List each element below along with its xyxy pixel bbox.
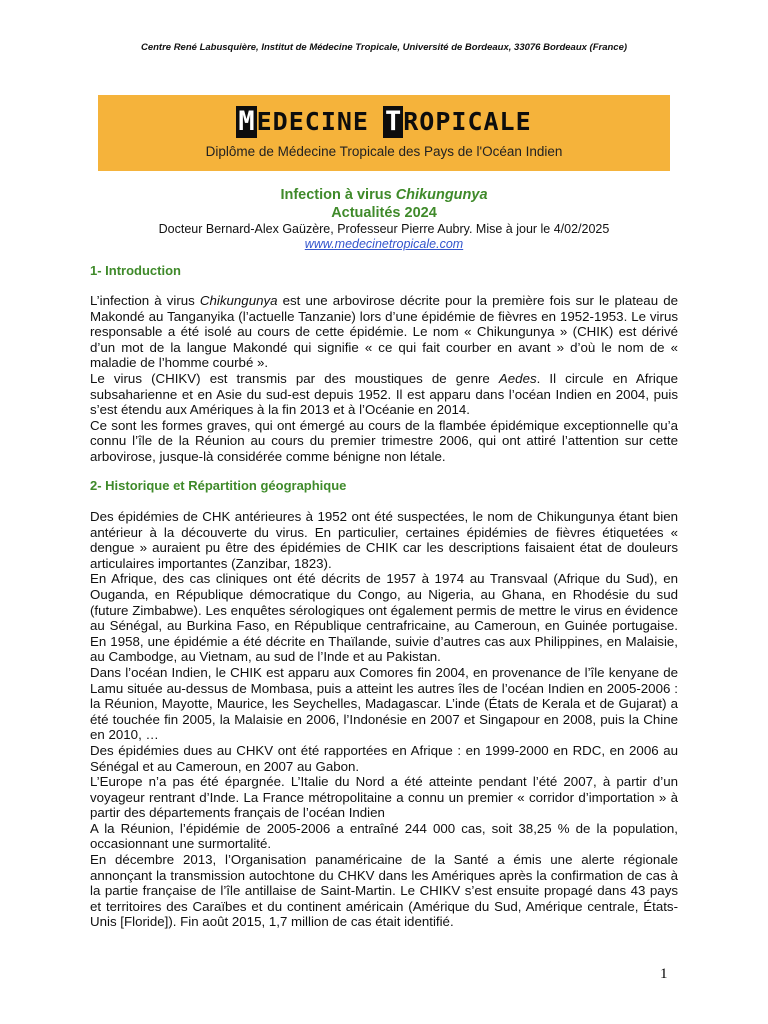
title-year: 2024: [404, 205, 437, 221]
section-heading-historique: 2- Historique et Répartition géographique: [90, 478, 347, 493]
article-title-block: [0, 186, 768, 252]
institution-header: Centre René Labusquière, Institut de Médecine Tropicale, Université de Bordeaux, 33076 Bordeaux (France): [140, 42, 628, 53]
paragraph: Ce sont les formes graves, qui ont émergé au cours de la flambée épidémique exceptionnelle qu’a connu l’île de la Réunion au cours du premier trimestre 2006, qui ont attiré l’attention sur cette arbovirose, jusque-là considérée comme bénigne non létale.: [90, 417, 678, 464]
article-title: Infection à virus Chikungunya: [280, 187, 488, 203]
journal-logo: [98, 105, 670, 139]
article-authors: Docteur Bernard-Alex Gaüzère, Professeur Pierre Aubry. Mise à jour le 4/02/2025: [158, 222, 610, 236]
paragraph: Le virus (CHIKV) est transmis par des moustiques de genre Aedes. Il circule en Afrique subsaharienne et en Asie du sud-est depuis 1952. Il est apparu dans l’océan Indien en 2004, puis s’est étendu aux Amériques à la fin 2013 et à l’Océanie en 2014.: [90, 370, 679, 418]
banner-subtitle: Diplôme de Médecine Tropicale des Pays de l'Océan Indien: [205, 144, 563, 159]
paragraph: En décembre 2013, l’Organisation panaméricaine de la Santé a émis une alerte régionale annonçant la transmission autochtone du CHKV dans les Amériques après la confirmation de cas à la partie française de l’île antillaise de Saint-Martin. Le CHIKV s’est ensuite propagé dans 43 pays et territoires des Caraïbes et du continent américain (Amérique du Sud, Amérique centrale, États-Unis [Floride]). Fin août 2015, 1,7 million de cas était identifié.: [90, 852, 678, 930]
paragraph: L’infection à virus Chikungunya est une arbovirose décrite pour la première fois sur le plateau de Makondé au Tanganyika (l’actuelle Tanzanie) lors d’une épidémie de fièvres en 1952-1953. Le virus responsable a été isolé au cours de cette épidémie. Le nom « Chikungunya » (CHIK) est dérivé d’un mot de la langue Makondé qui signifie « ce qui fait courber en avant » d’où le nom de « maladie de l’homme courbé ».: [90, 293, 678, 371]
website-link[interactable]: www.medecinetropicale.com: [304, 237, 464, 251]
logo-word-tropicale: ROPICALE: [403, 107, 532, 136]
logo-initial-t: T: [384, 106, 402, 137]
logo-initial-m: M: [238, 106, 255, 137]
paragraph: A la Réunion, l’épidémie de 2005-2006 a entraîné 244 000 cas, soit 38,25 % de la population, occasionnant une surmortalité.: [90, 820, 678, 852]
article-subtitle: Actualités 2024: [331, 205, 437, 221]
section-heading-introduction: 1- Introduction: [90, 263, 181, 278]
journal-banner: [98, 95, 670, 171]
title-virus-name: Chikungunya: [395, 187, 488, 203]
logo-word-medecine: EDECINE: [256, 107, 369, 136]
paragraph: Des épidémies dues au CHKV ont été rapportées en Afrique : en 1999-2000 en RDC, en 2006 au Sénégal et au Cameroun, en 2007 au Gabon.: [90, 742, 678, 774]
paragraph: Dans l’océan Indien, le CHIK est apparu aux Comores fin 2004, en provenance de l’île kenyane de Lamu située au-dessus de Mombasa, puis a atteint les autres îles de l’océan Indien en 2005-2006 : la Réunion, Mayotte, Maurice, les Seychelles, Madagascar. L’inde (États de Kerala et de Gujarat) a été touchée fin 2005, la Malaisie en 2006, l’Indonésie en 2007 et Singapour en 2008, puis la Chine en 2010, …: [90, 664, 678, 743]
paragraph: Des épidémies de CHK antérieures à 1952 ont été suspectées, le nom de Chikungunya étant bien antérieur à la découverte du virus. En particulier, certaines épidémies de fièvres étiquetées « dengue » auraient pu être des épidémies de CHIK car les descriptions faisaient état de douleurs articulaires importantes (Zanzibar, 1823).: [90, 509, 678, 571]
page-number: 1: [660, 966, 668, 982]
section-body-historique: [90, 509, 678, 930]
paragraph: L’Europe n’a pas été épargnée. L’Italie du Nord a été atteinte pendant l’été 2007, à partir d’un voyageur rentrant d’Inde. La France métropolitaine a connu un premier « corridor d’importation » à partir des départements français de l’océan Indien: [90, 774, 678, 821]
paragraph: En Afrique, des cas cliniques ont été décrits de 1957 à 1974 au Transvaal (Afrique du Sud), en Ouganda, en République démocratique du Congo, au Nigeria, au Ghana, en Rhodésie du sud (future Zimbabwe). Les enquêtes sérologiques ont également permis de mettre le virus en évidence au Sénégal, au Burkina Faso, en République centrafricaine, au Cameroun, en Guinée portugaise. En 1958, une épidémie a été décrite en Thaïlande, suivie d’autres cas aux Philippines, en Malaisie, au Cambodge, au Vietnam, au sud de l’Inde et au Pakistan.: [90, 571, 678, 665]
section-body-introduction: [90, 293, 678, 465]
